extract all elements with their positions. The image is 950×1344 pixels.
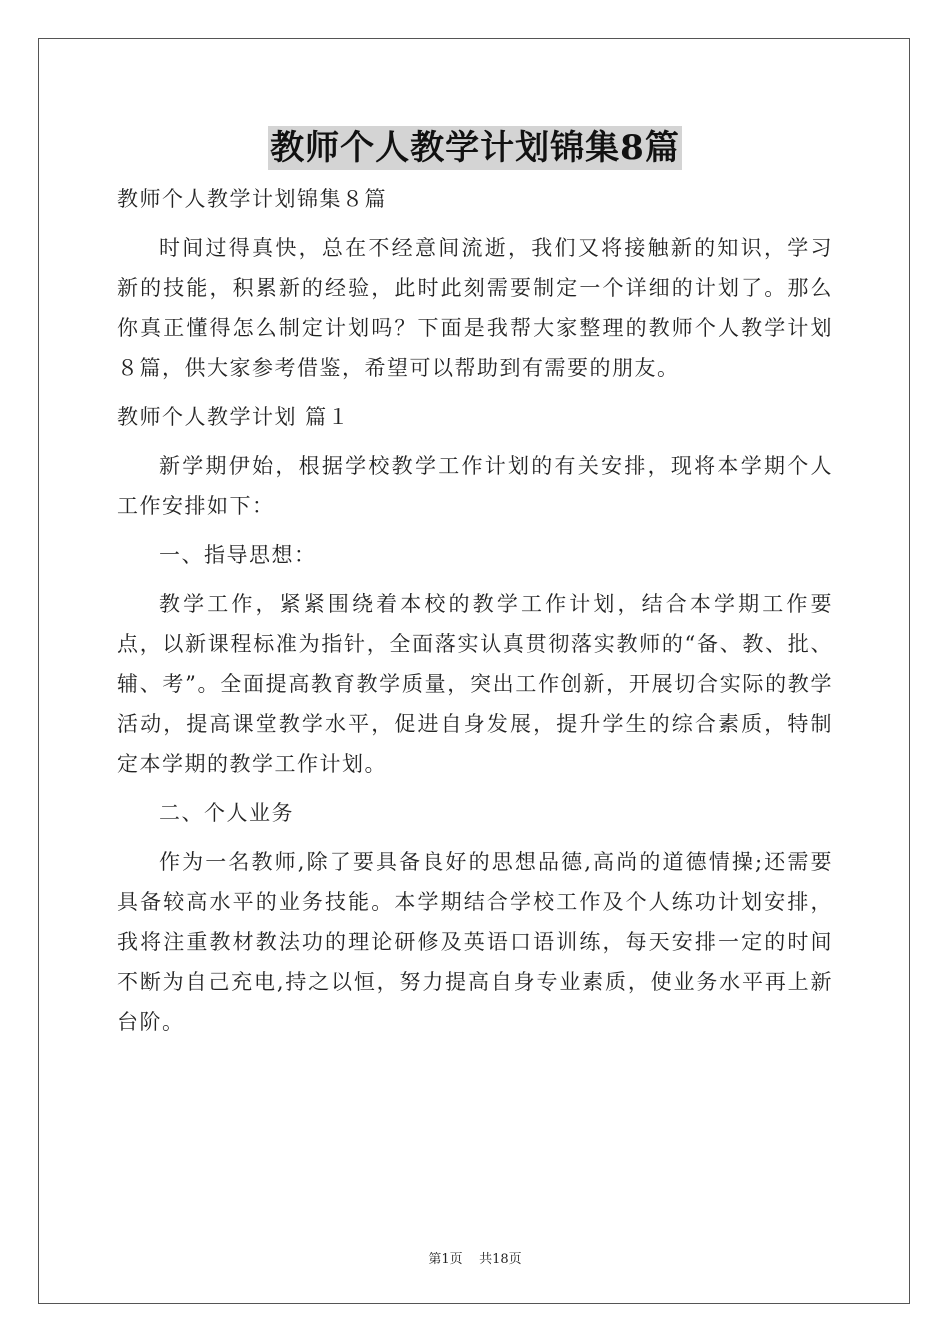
heading-personal-business: 二、个人业务 — [159, 801, 294, 825]
document-subtitle: 教师个人教学计划锦集８篇 — [117, 187, 387, 211]
document-body — [117, 179, 833, 1042]
section-heading: 教师个人教学计划 篇１ — [117, 405, 351, 429]
title-wrap — [0, 126, 950, 170]
page-total: 共18页 — [479, 1252, 522, 1267]
paragraph-2: 教学工作，紧紧围绕着本校的教学工作计划，结合本学期工作要点，以新课程标准为指针，全面落实认真贯彻落实教师的“备、教、批、辅、考”。全面提高教育教学质量，突出工作创新，开展切合实际的教学活动，提高课堂教学水平，促进自身发展，提升学生的综合素质，特制定本学期的教学工作计划。 — [117, 592, 833, 776]
page-footer — [0, 1248, 950, 1267]
page-number: 第1页 — [428, 1252, 463, 1267]
intro-paragraph: 时间过得真快，总在不经意间流逝，我们又将接触新的知识，学习新的技能，积累新的经验，此时此刻需要制定一个详细的计划了。那么你真正懂得怎么制定计划吗？下面是我帮大家整理的教师个人教学计划８篇，供大家参考借鉴，希望可以帮助到有需要的朋友。 — [117, 236, 833, 380]
paragraph-1: 新学期伊始，根据学校教学工作计划的有关安排，现将本学期个人工作安排如下： — [117, 454, 833, 518]
heading-guiding-ideology: 一、指导思想： — [159, 543, 317, 567]
paragraph-3: 作为一名教师,除了要具备良好的思想品德,高尚的道德情操;还需要具备较高水平的业务技能。本学期结合学校工作及个人练功计划安排，我将注重教材教法功的理论研修及英语口语训练，每天安排一定的时间不断为自己充电,持之以恒，努力提高自身专业素质，使业务水平再上新台阶。 — [117, 850, 833, 1034]
document-title: 教师个人教学计划锦集8篇 — [270, 128, 680, 168]
